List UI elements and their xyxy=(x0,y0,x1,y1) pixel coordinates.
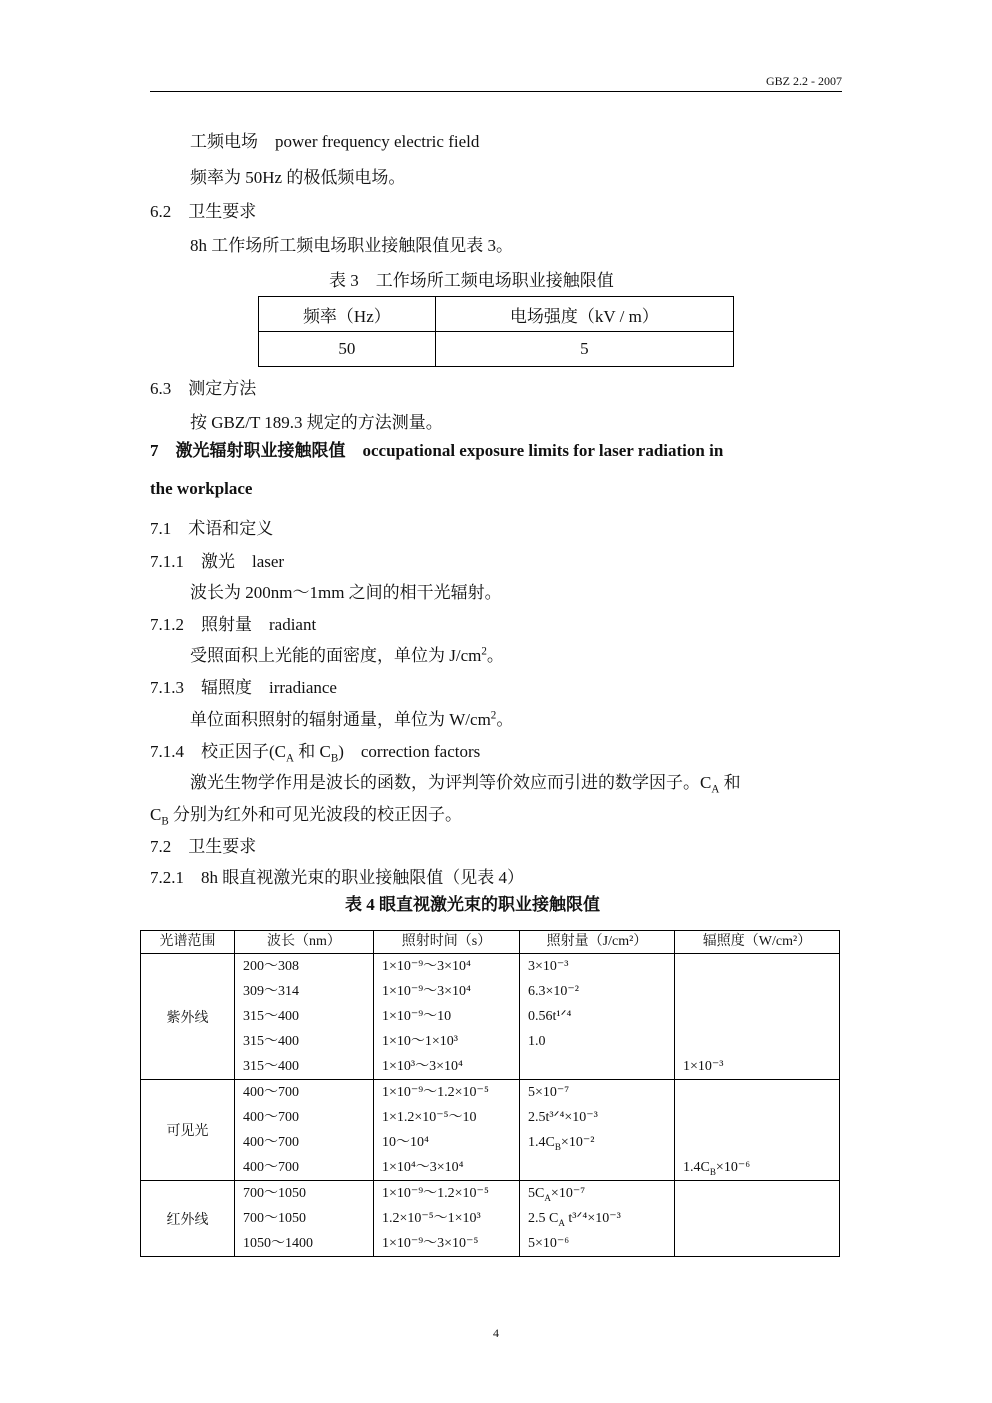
table4-value xyxy=(675,1181,839,1206)
table4-group-row xyxy=(141,954,840,1080)
table4-value: 6.3×10⁻² xyxy=(528,984,579,999)
time-cell xyxy=(374,1181,520,1257)
table4-value: 200～308 xyxy=(243,959,299,974)
table4-value: 1×1.2×10⁻⁵～10 xyxy=(382,1110,477,1125)
table4-value xyxy=(675,954,839,979)
section-heading: 6.2 卫生要求 xyxy=(150,202,257,221)
irradiance-cell xyxy=(675,1080,840,1181)
table4-header-radiant-exposure: 照射量（J/cm²） xyxy=(520,931,675,954)
table4-value: 309～314 xyxy=(243,984,299,999)
table4-value: 1.2×10⁻⁵～1×10³ xyxy=(382,1211,481,1226)
table4-value xyxy=(675,1130,839,1155)
irradiance-cell xyxy=(675,954,840,1080)
table4-value xyxy=(520,1054,674,1079)
table4 xyxy=(140,930,840,1257)
definition-text: 受照面积上光能的面密度，单位为 $J/cm^2$。 xyxy=(190,645,504,665)
table4-value: 1×10⁻⁹～10 xyxy=(382,1009,452,1024)
table4-value: $5C_A\times 10^{-7}$ xyxy=(528,1186,586,1203)
wavelength-cell xyxy=(235,1181,374,1257)
table3-header-frequency: 频率（Hz） xyxy=(259,297,436,332)
table4-value: 1×10⁻³ xyxy=(683,1059,724,1074)
table4-value xyxy=(675,1105,839,1130)
table4-value xyxy=(675,1206,839,1231)
spectrum-range-cell: 紫外线 xyxy=(141,954,235,1080)
subsection-heading: 7.2.1 8h 眼直视激光束的职业接触限值（见表 4） xyxy=(150,868,524,887)
subsection-heading: 7.1.3 辐照度 irradiance xyxy=(150,678,337,697)
table4-value: 0.56t¹ᐟ⁴ xyxy=(528,1009,572,1024)
table4-value xyxy=(675,1080,839,1105)
table4-value: 315～400 xyxy=(243,1034,299,1049)
table4-caption: 表 4 眼直视激光束的职业接触限值 xyxy=(345,895,600,914)
section-heading: 6.3 测定方法 xyxy=(150,379,257,398)
spectrum-range-cell: 可见光 xyxy=(141,1080,235,1181)
table4-header-spectrum: 光谱范围 xyxy=(141,931,235,954)
chapter-heading: 7 激光辐射职业接触限值 occupational exposure limits for laser radiation in xyxy=(150,441,724,460)
section-heading: 7.2 卫生要求 xyxy=(150,837,257,856)
table4-header-irradiance: 辐照度（W/cm²） xyxy=(675,931,840,954)
chapter-heading-continued: the workplace xyxy=(150,479,253,498)
table4-group-row xyxy=(141,1080,840,1181)
exposure-cell xyxy=(520,954,675,1080)
term-power-frequency-field: 工频电场 power frequency electric field xyxy=(190,132,480,151)
table4-value: 1×10⁻⁹～3×10⁴ xyxy=(382,984,471,999)
time-cell xyxy=(374,1080,520,1181)
table4-value: 700～1050 xyxy=(243,1211,306,1226)
table4-value: 1×10³～3×10⁴ xyxy=(382,1059,463,1074)
table4-value: 700～1050 xyxy=(243,1186,306,1201)
body-text: 按 GBZ/T 189.3 规定的方法测量。 xyxy=(190,413,443,432)
section-heading: 7.1 术语和定义 xyxy=(150,519,274,538)
table4-value: 1×10～1×10³ xyxy=(382,1034,458,1049)
spectrum-range-cell: 红外线 xyxy=(141,1181,235,1257)
table4-header-exposure-time: 照射时间（s） xyxy=(374,931,520,954)
wavelength-cell xyxy=(235,954,374,1080)
table4-value: 1×10⁻⁹～1.2×10⁻⁵ xyxy=(382,1186,489,1201)
table4-value: 2.5t³ᐟ⁴×10⁻³ xyxy=(528,1110,598,1125)
table4-value: 10～10⁴ xyxy=(382,1135,429,1150)
definition-text: 波长为 200nm～1mm 之间的相干光辐射。 xyxy=(190,583,502,602)
page-number: 4 xyxy=(493,1326,499,1340)
table4-value xyxy=(675,1231,839,1256)
definition-text: 激光生物学作用是波长的函数，为评判等价效应而引进的数学因子。$C_A$ 和 xyxy=(190,773,741,796)
table4-value xyxy=(675,979,839,1004)
time-cell xyxy=(374,954,520,1080)
table4-value: 5×10⁻⁶ xyxy=(528,1236,570,1251)
table4-value: 1×10⁴～3×10⁴ xyxy=(382,1160,464,1175)
table4-value: 1×10⁻⁹～3×10⁴ xyxy=(382,959,471,974)
table4-value: 400～700 xyxy=(243,1160,299,1175)
definition-text: 单位面积照射的辐射通量，单位为 $W/cm^2$。 xyxy=(190,709,514,729)
subsection-heading: 7.1.1 激光 laser xyxy=(150,552,285,571)
table4-value: $1.4C_B\times 10^{-2}$ xyxy=(528,1135,595,1152)
table4-value xyxy=(520,1155,674,1180)
table4-value xyxy=(675,1004,839,1029)
table3-header-field-strength: 电场强度（kV / m） xyxy=(435,297,733,332)
table4-header-wavelength: 波长（nm） xyxy=(235,931,374,954)
exposure-cell xyxy=(520,1080,675,1181)
table3-cell: 5 xyxy=(435,332,733,367)
table3 xyxy=(258,296,734,367)
exposure-cell xyxy=(520,1181,675,1257)
definition-text: 频率为 50Hz 的极低频电场。 xyxy=(190,168,406,187)
wavelength-cell xyxy=(235,1080,374,1181)
irradiance-cell xyxy=(675,1181,840,1257)
table4-value: 1.0 xyxy=(528,1034,546,1049)
table4-value: 2.5 $C_A$ t³ᐟ⁴×10⁻³ xyxy=(528,1211,621,1228)
header-rule xyxy=(150,91,842,92)
table4-value: 400～700 xyxy=(243,1110,299,1125)
document-code: GBZ 2.2 - 2007 xyxy=(766,74,842,88)
body-text: 8h 工作场所工频电场职业接触限值见表 3。 xyxy=(190,236,513,255)
definition-text-continued: $C_B$ 分别为红外和可见光波段的校正因子。 xyxy=(150,805,462,828)
table4-value: 400～700 xyxy=(243,1085,299,1100)
table3-cell: 50 xyxy=(259,332,436,367)
table4-value: 5×10⁻⁷ xyxy=(528,1085,570,1100)
table4-value: 1×10⁻⁹～1.2×10⁻⁵ xyxy=(382,1085,489,1100)
table4-value: 1×10⁻⁹～3×10⁻⁵ xyxy=(382,1236,479,1251)
subsection-heading: 7.1.2 照射量 radiant xyxy=(150,615,317,634)
table4-value: 315～400 xyxy=(243,1009,299,1024)
table4-group-row xyxy=(141,1181,840,1257)
table4-value: $1.4C_B\times 10^{-6}$ xyxy=(683,1160,751,1177)
table3-caption: 表 3 工作场所工频电场职业接触限值 xyxy=(329,271,614,290)
table4-value: 3×10⁻³ xyxy=(528,959,569,974)
table4-value: 1050～1400 xyxy=(243,1236,313,1251)
table4-value xyxy=(675,1029,839,1054)
table4-value: 315～400 xyxy=(243,1059,299,1074)
subsection-heading: 7.1.4 校正因子($C_A$ 和 $C_B$) correction factors xyxy=(150,742,481,765)
table4-value: 400～700 xyxy=(243,1135,299,1150)
